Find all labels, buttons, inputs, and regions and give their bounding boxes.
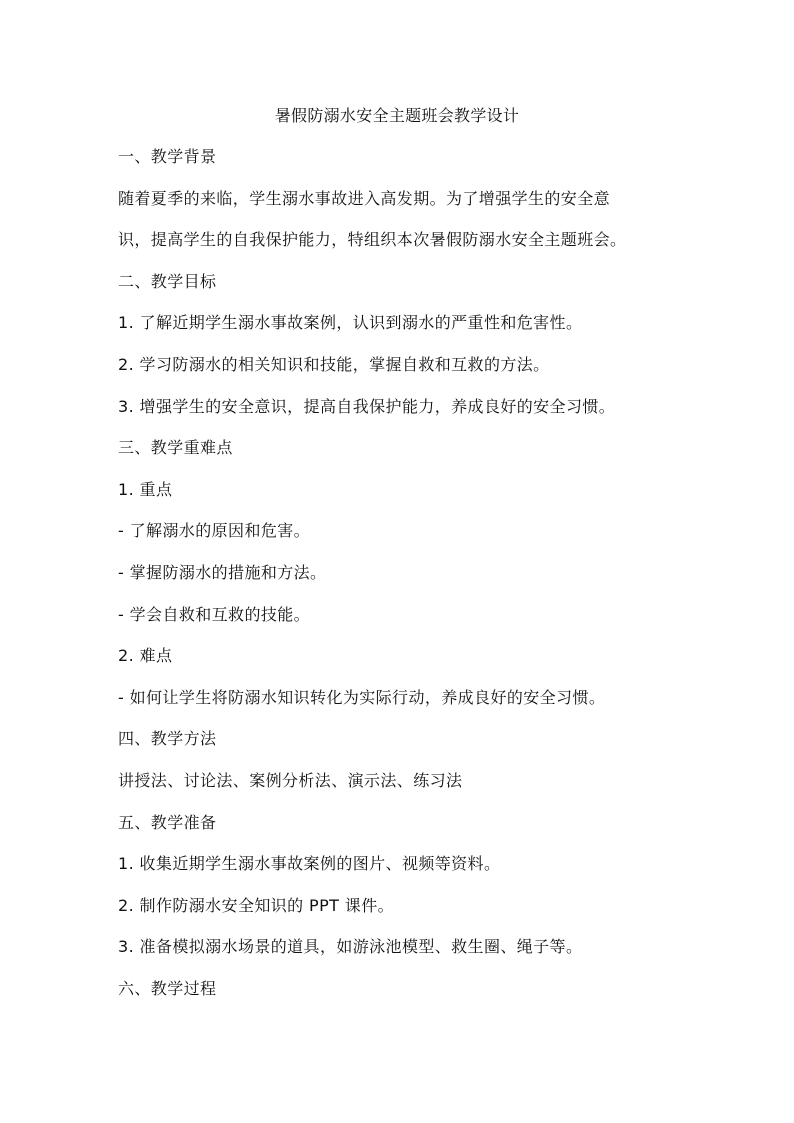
bullet-item: - 掌握防溺水的措施和方法。 [118,562,327,582]
document-title: 暑假防溺水安全主题班会教学设计 [274,106,520,125]
document-body [118,145,698,1018]
bullet-item: - 如何让学生将防溺水知识转化为实际行动，养成良好的安全习惯。 [118,687,606,707]
section-heading-objectives: 二、教学目标 [118,271,217,291]
preparation-item: 3. 准备模拟溺水场景的道具，如游泳池模型、救生圈、绳子等。 [118,937,583,957]
subheading-key-points: 1. 重点 [118,479,173,499]
subheading-difficulties: 2. 难点 [118,646,173,666]
objective-item: 2. 学习防溺水的相关知识和技能，掌握自救和互救的方法。 [118,354,550,374]
section-heading-process: 六、教学过程 [118,978,217,998]
objective-item: 3. 增强学生的安全意识，提高自我保护能力，养成良好的安全习惯。 [118,396,616,416]
bullet-item: - 了解溺水的原因和危害。 [118,521,311,541]
section-heading-methods: 四、教学方法 [118,729,217,749]
section-heading-key-points: 三、教学重难点 [118,438,233,458]
section-heading-preparation: 五、教学准备 [118,812,217,832]
paragraph-line: 识，提高学生的自我保护能力，特组织本次暑假防溺水安全主题班会。 [118,230,627,250]
section-heading-background: 一、教学背景 [118,147,217,166]
paragraph-line: 随着夏季的来临，学生溺水事故进入高发期。为了增强学生的安全意 [118,188,611,208]
bullet-item: - 学会自救和互救的技能。 [118,604,311,624]
preparation-item: 1. 收集近期学生溺水事故案例的图片、视频等资料。 [118,854,501,874]
objective-item: 1. 了解近期学生溺水事故案例，认识到溺水的严重性和危害性。 [118,313,583,333]
preparation-item: 2. 制作防溺水安全知识的 PPT 课件。 [118,895,394,915]
methods-text: 讲授法、讨论法、案例分析法、演示法、练习法 [118,770,463,790]
